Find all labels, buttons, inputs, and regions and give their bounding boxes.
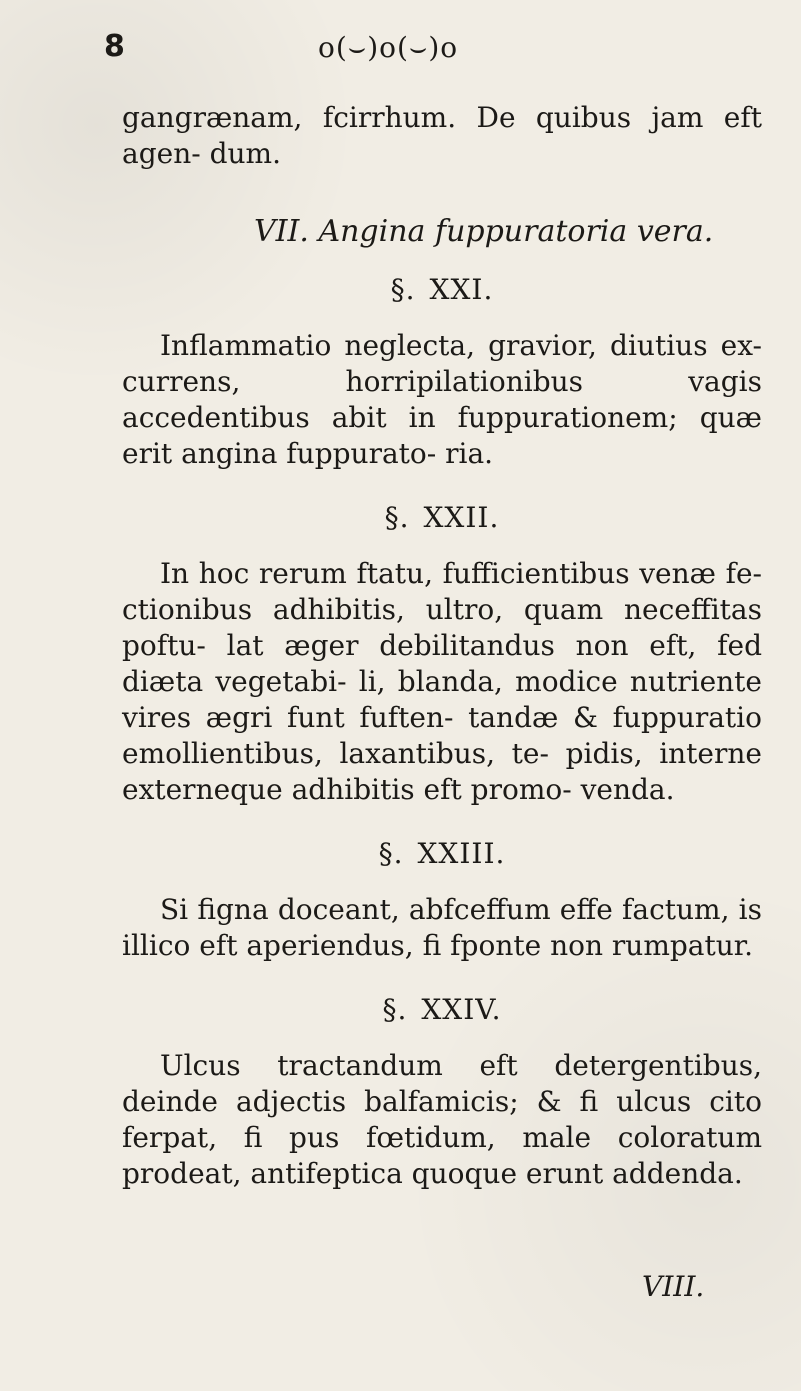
section-symbol: §. xyxy=(378,837,404,870)
section-heading-xxiv xyxy=(122,992,762,1028)
section-paragraph-xxi: Inflammatio neglecta, gravior, diutius ex- currens, horripilationibus vagis accedentibus abit in fuppurationem; quæ erit angina fuppurato- ria. xyxy=(122,329,762,470)
section-number: XXIII. xyxy=(417,837,506,870)
section-paragraph-xxiii: Si figna doceant, abfceffum effe factum, is illico eft aperiendus, fi fponte non rumpatur. xyxy=(122,893,762,962)
catchword: VIII. xyxy=(642,1270,705,1303)
intro-paragraph: gangrænam, fcirrhum. De quibus jam eft agen- dum. xyxy=(122,101,762,170)
page-header xyxy=(0,29,801,92)
section-paragraph-xxiv: Ulcus tractandum eft detergentibus, deinde adjectis balfamicis; & fi ulcus cito ferpat, fi pus fœtidum, male coloratum prodeat, antifeptica quoque erunt addenda. xyxy=(122,1049,762,1190)
page-body xyxy=(122,100,762,1192)
section-number: XXI. xyxy=(429,273,494,306)
section-symbol: §. xyxy=(390,273,416,306)
page-number: 8 xyxy=(104,29,125,64)
section-heading-xxi xyxy=(122,272,762,308)
section-heading-xxiii xyxy=(122,836,762,872)
section-number: XXIV. xyxy=(421,993,502,1026)
section-number: XXII. xyxy=(423,501,500,534)
section-paragraph-xxii: In hoc rerum ftatu, fufficientibus venæ fe- ctionibus adhibitis, ultro, quam neceffitas poftu- lat æger debilitandus non eft, fed diæta vegetabi- li, blanda, modice nutriente vires ægri funt fuften- tandæ & fuppuratio emollientibus, laxantibus, te- pidis, interne externeque adhibitis eft promo- venda. xyxy=(122,557,762,806)
section-symbol: §. xyxy=(382,993,408,1026)
chapter-heading: VII. Angina fuppuratoria vera. xyxy=(254,214,714,249)
section-symbol: §. xyxy=(384,501,410,534)
header-ornament: o(⌣)o(⌣)o xyxy=(318,31,459,64)
section-heading-xxii xyxy=(122,500,762,536)
